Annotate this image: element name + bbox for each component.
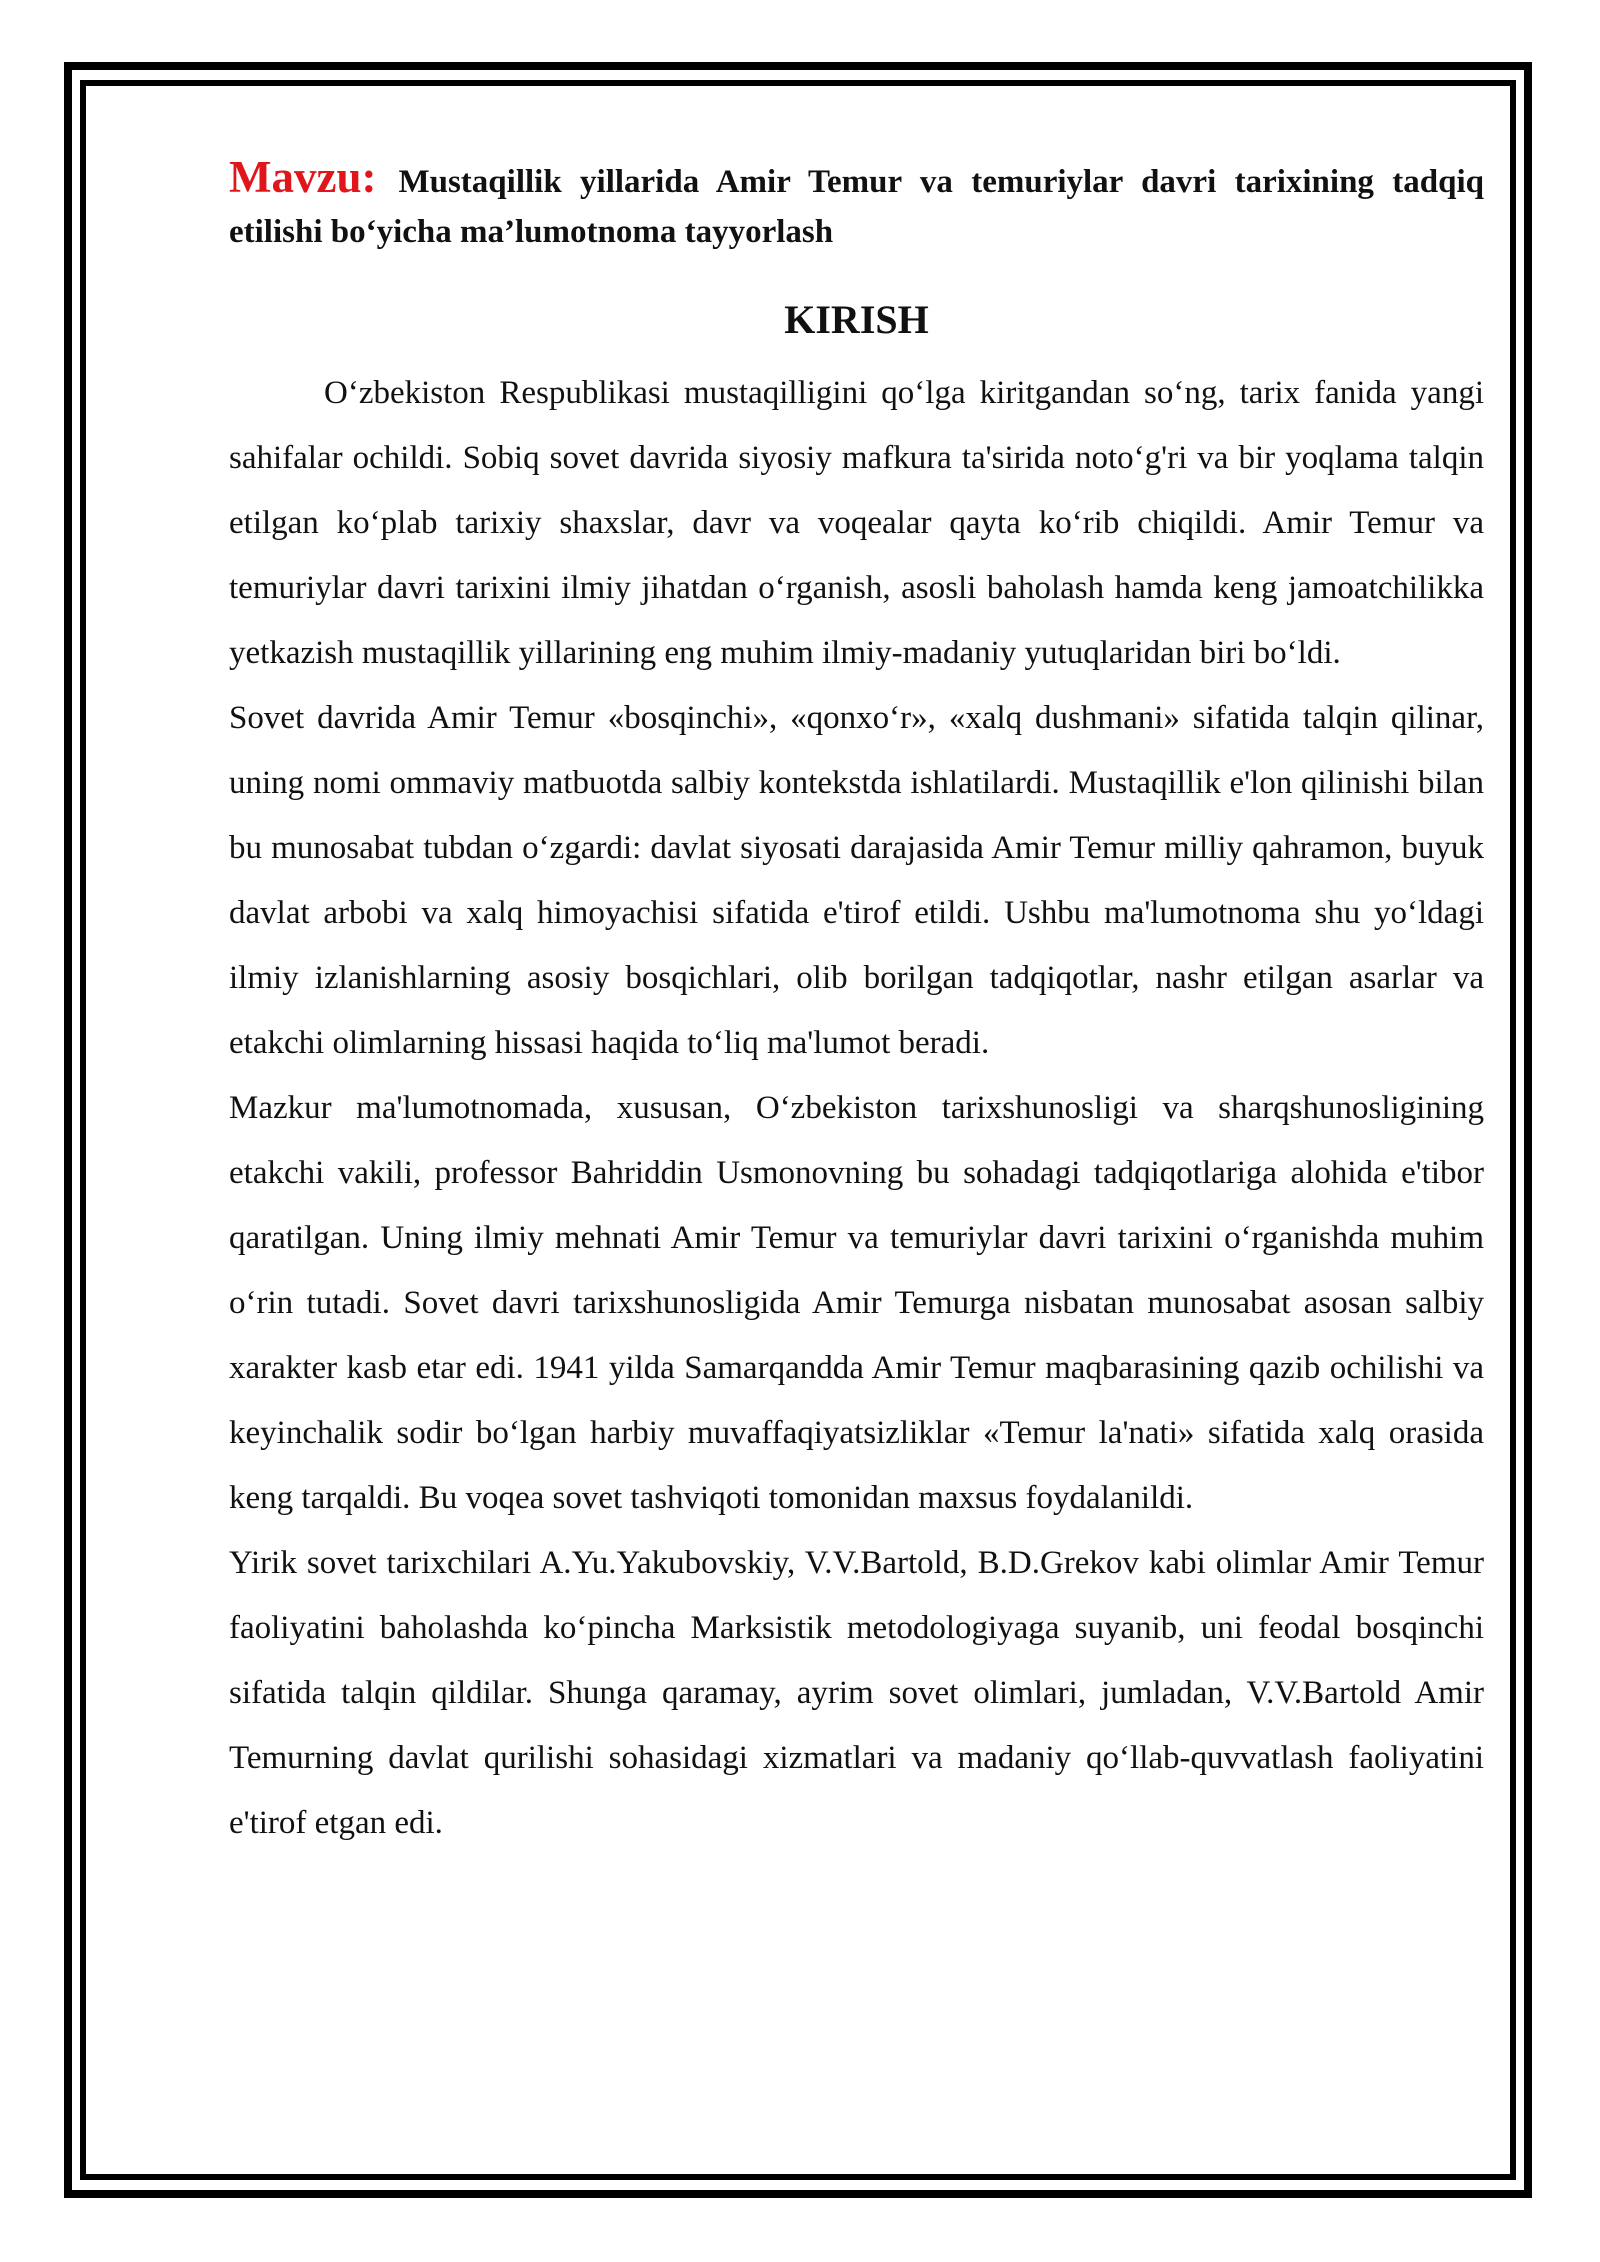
paragraph-1: O‘zbekiston Respublikasi mustaqilligini qo‘lga kiritgandan so‘ng, tarix fanida yangi sahifalar ochildi. Sobiq sovet davrida siyosiy mafkura ta'sirida noto‘g'ri va bir yoqlama talqin etilgan ko‘plab tarixiy shaxslar, davr va voqealar qayta ko‘rib chiqildi. Amir Temur va temuriylar davri tarixini ilmiy jihatdan o‘rganish, asosli baholash hamda keng jamoatchilikka yetkazish mustaqillik yillarining eng muhim ilmiy-madaniy yutuqlaridan biri bo‘ldi. (229, 375, 1484, 671)
section-heading: KIRISH (784, 297, 929, 342)
paragraph-4: Yirik sovet tarixchilari A.Yu.Yakubovskiy, V.V.Bartold, B.D.Grekov kabi olimlar Amir Temur faoliyatini baholashda ko‘pincha Marksistik metodologiyaga suyanib, uni feodal bosqinchi sifatida talqin qildilar. Shunga qaramay, ayrim sovet olimlari, jumladan, V.V.Bartold Amir Temurning davlat qurilishi sohasidagi xizmatlari va madaniy qo‘llab-quvvatlash faoliyatini e'tirof etgan edi. (229, 1545, 1484, 1841)
topic-line (229, 152, 1484, 257)
topic-label: Mavzu: (229, 152, 377, 202)
document-body (229, 152, 1484, 1856)
paragraph-2: Sovet davrida Amir Temur «bosqinchi», «qonxo‘r», «xalq dushmani» sifatida talqin qilinar, uning nomi ommaviy matbuotda salbiy kontekstda ishlatilardi. Mustaqillik e'lon qilinishi bilan bu munosabat tubdan o‘zgardi: davlat siyosati darajasida Amir Temur milliy qahramon, buyuk davlat arbobi va xalq himoyachisi sifatida e'tirof etildi. Ushbu ma'lumotnoma shu yo‘ldagi ilmiy izlanishlarning asosiy bosqichlari, olib borilgan tadqiqotlar, nashr etilgan asarlar va etakchi olimlarning hissasi haqida to‘liq ma'lumot beradi. (229, 700, 1484, 1061)
paragraph-3: Mazkur ma'lumotnomada, xususan, O‘zbekiston tarixshunosligi va sharqshunosligining etakchi vakili, professor Bahriddin Usmonovning bu sohadagi tadqiqotlariga alohida e'tibor qaratilgan. Uning ilmiy mehnati Amir Temur va temuriylar davri tarixini o‘rganishda muhim o‘rin tutadi. Sovet davri tarixshunosligida Amir Temurga nisbatan munosabat asosan salbiy xarakter kasb etar edi. 1941 yilda Samarqandda Amir Temur maqbarasining qazib ochilishi va keyinchalik sodir bo‘lgan harbiy muvaffaqiyatsizliklar «Temur la'nati» sifatida xalq orasida keng tarqaldi. Bu voqea sovet tashviqoti tomonidan maxsus foydalanildi. (229, 1090, 1484, 1516)
topic-text: Mustaqillik yillarida Amir Temur va temuriylar davri tarixining tadqiq etilishi bo‘yicha ma’lumotnoma tayyorlash (229, 164, 1484, 250)
